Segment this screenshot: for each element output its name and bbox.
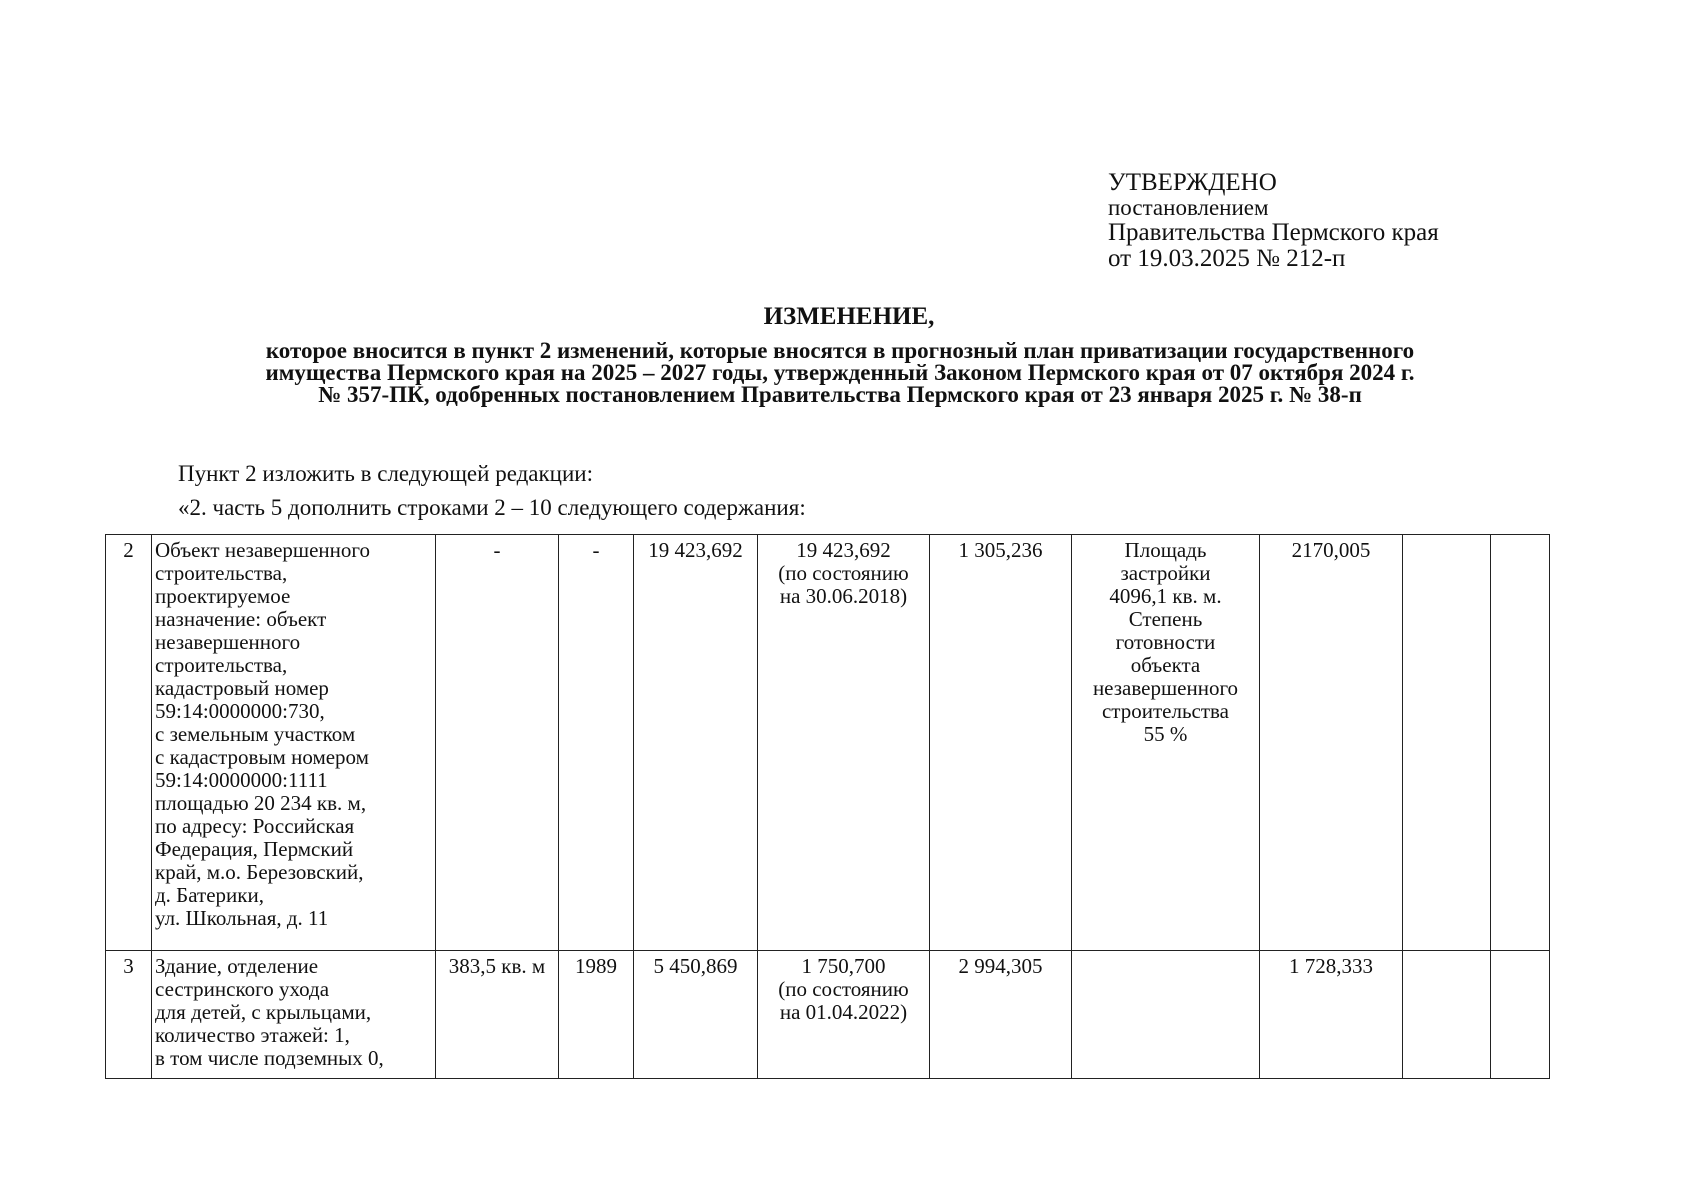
approval-date: от 19.03.2025 № 212-п	[1108, 245, 1346, 272]
object-area: 383,5 кв. м	[436, 951, 559, 1079]
object-description: Здание, отделение сестринского ухода для детей, с крыльцами, количество этажей: 1, в том числе подземных 0,	[152, 951, 436, 1079]
cadastral-value: 1 305,236	[930, 535, 1072, 951]
residual-value: 19 423,692 (по состоянию на 30.06.2018)	[758, 535, 930, 951]
book-value: 5 450,869	[634, 951, 758, 1079]
subtitle-line: № 357-ПК, одобренных постановлением Правительства Пермского края от 23 января 2025 г. № 38-п	[318, 382, 1362, 407]
table-row	[106, 951, 1550, 1079]
document-subtitle	[120, 340, 1560, 406]
approval-line: постановлением	[1108, 195, 1269, 220]
empty-cell	[1491, 951, 1550, 1079]
characteristics: Площадь застройки 4096,1 кв. м. Степень готовности объекта незавершенного строительства 55 %	[1072, 535, 1260, 951]
paragraph: Пункт 2 изложить в следующей редакции:	[178, 461, 593, 486]
empty-cell	[1403, 535, 1491, 951]
row-number: 2	[106, 535, 152, 951]
approval-title: УТВЕРЖДЕНО	[1108, 169, 1277, 196]
subtitle-line: имущества Пермского края на 2025 – 2027 годы, утвержденный Законом Пермского края от 07 октября 2024 г.	[265, 360, 1415, 385]
land-value: 1 728,333	[1260, 951, 1403, 1079]
row-number: 3	[106, 951, 152, 1079]
cadastral-value: 2 994,305	[930, 951, 1072, 1079]
object-year: 1989	[559, 951, 634, 1079]
empty-cell	[1491, 535, 1550, 951]
object-year: -	[559, 535, 634, 951]
land-value: 2170,005	[1260, 535, 1403, 951]
approval-line: Правительства Пермского края	[1108, 219, 1439, 246]
book-value: 19 423,692	[634, 535, 758, 951]
document-title: ИЗМЕНЕНИЕ,	[763, 303, 935, 330]
approval-stamp	[1108, 170, 1439, 272]
paragraph: «2. часть 5 дополнить строками 2 – 10 следующего содержания:	[178, 495, 806, 520]
characteristics	[1072, 951, 1260, 1079]
object-description: Объект незавершенного строительства, проектируемое назначение: объект незавершенного строительства, кадастровый номер 59:14:0000000:730, с земельным участком с кадастровым номером 59:14:0000000:1111 площадью 20 234 кв. м, по адресу: Российская Федерация, Пермский край, м.о. Березовский, д. Батерики, ул. Школьная, д. 11	[152, 535, 436, 951]
table-row	[106, 535, 1550, 951]
empty-cell	[1403, 951, 1491, 1079]
privatization-table	[105, 534, 1550, 1079]
residual-value: 1 750,700 (по состоянию на 01.04.2022)	[758, 951, 930, 1079]
subtitle-line: которое вносится в пункт 2 изменений, которые вносятся в прогнозный план приватизации государственного	[265, 338, 1415, 363]
object-area: -	[436, 535, 559, 951]
